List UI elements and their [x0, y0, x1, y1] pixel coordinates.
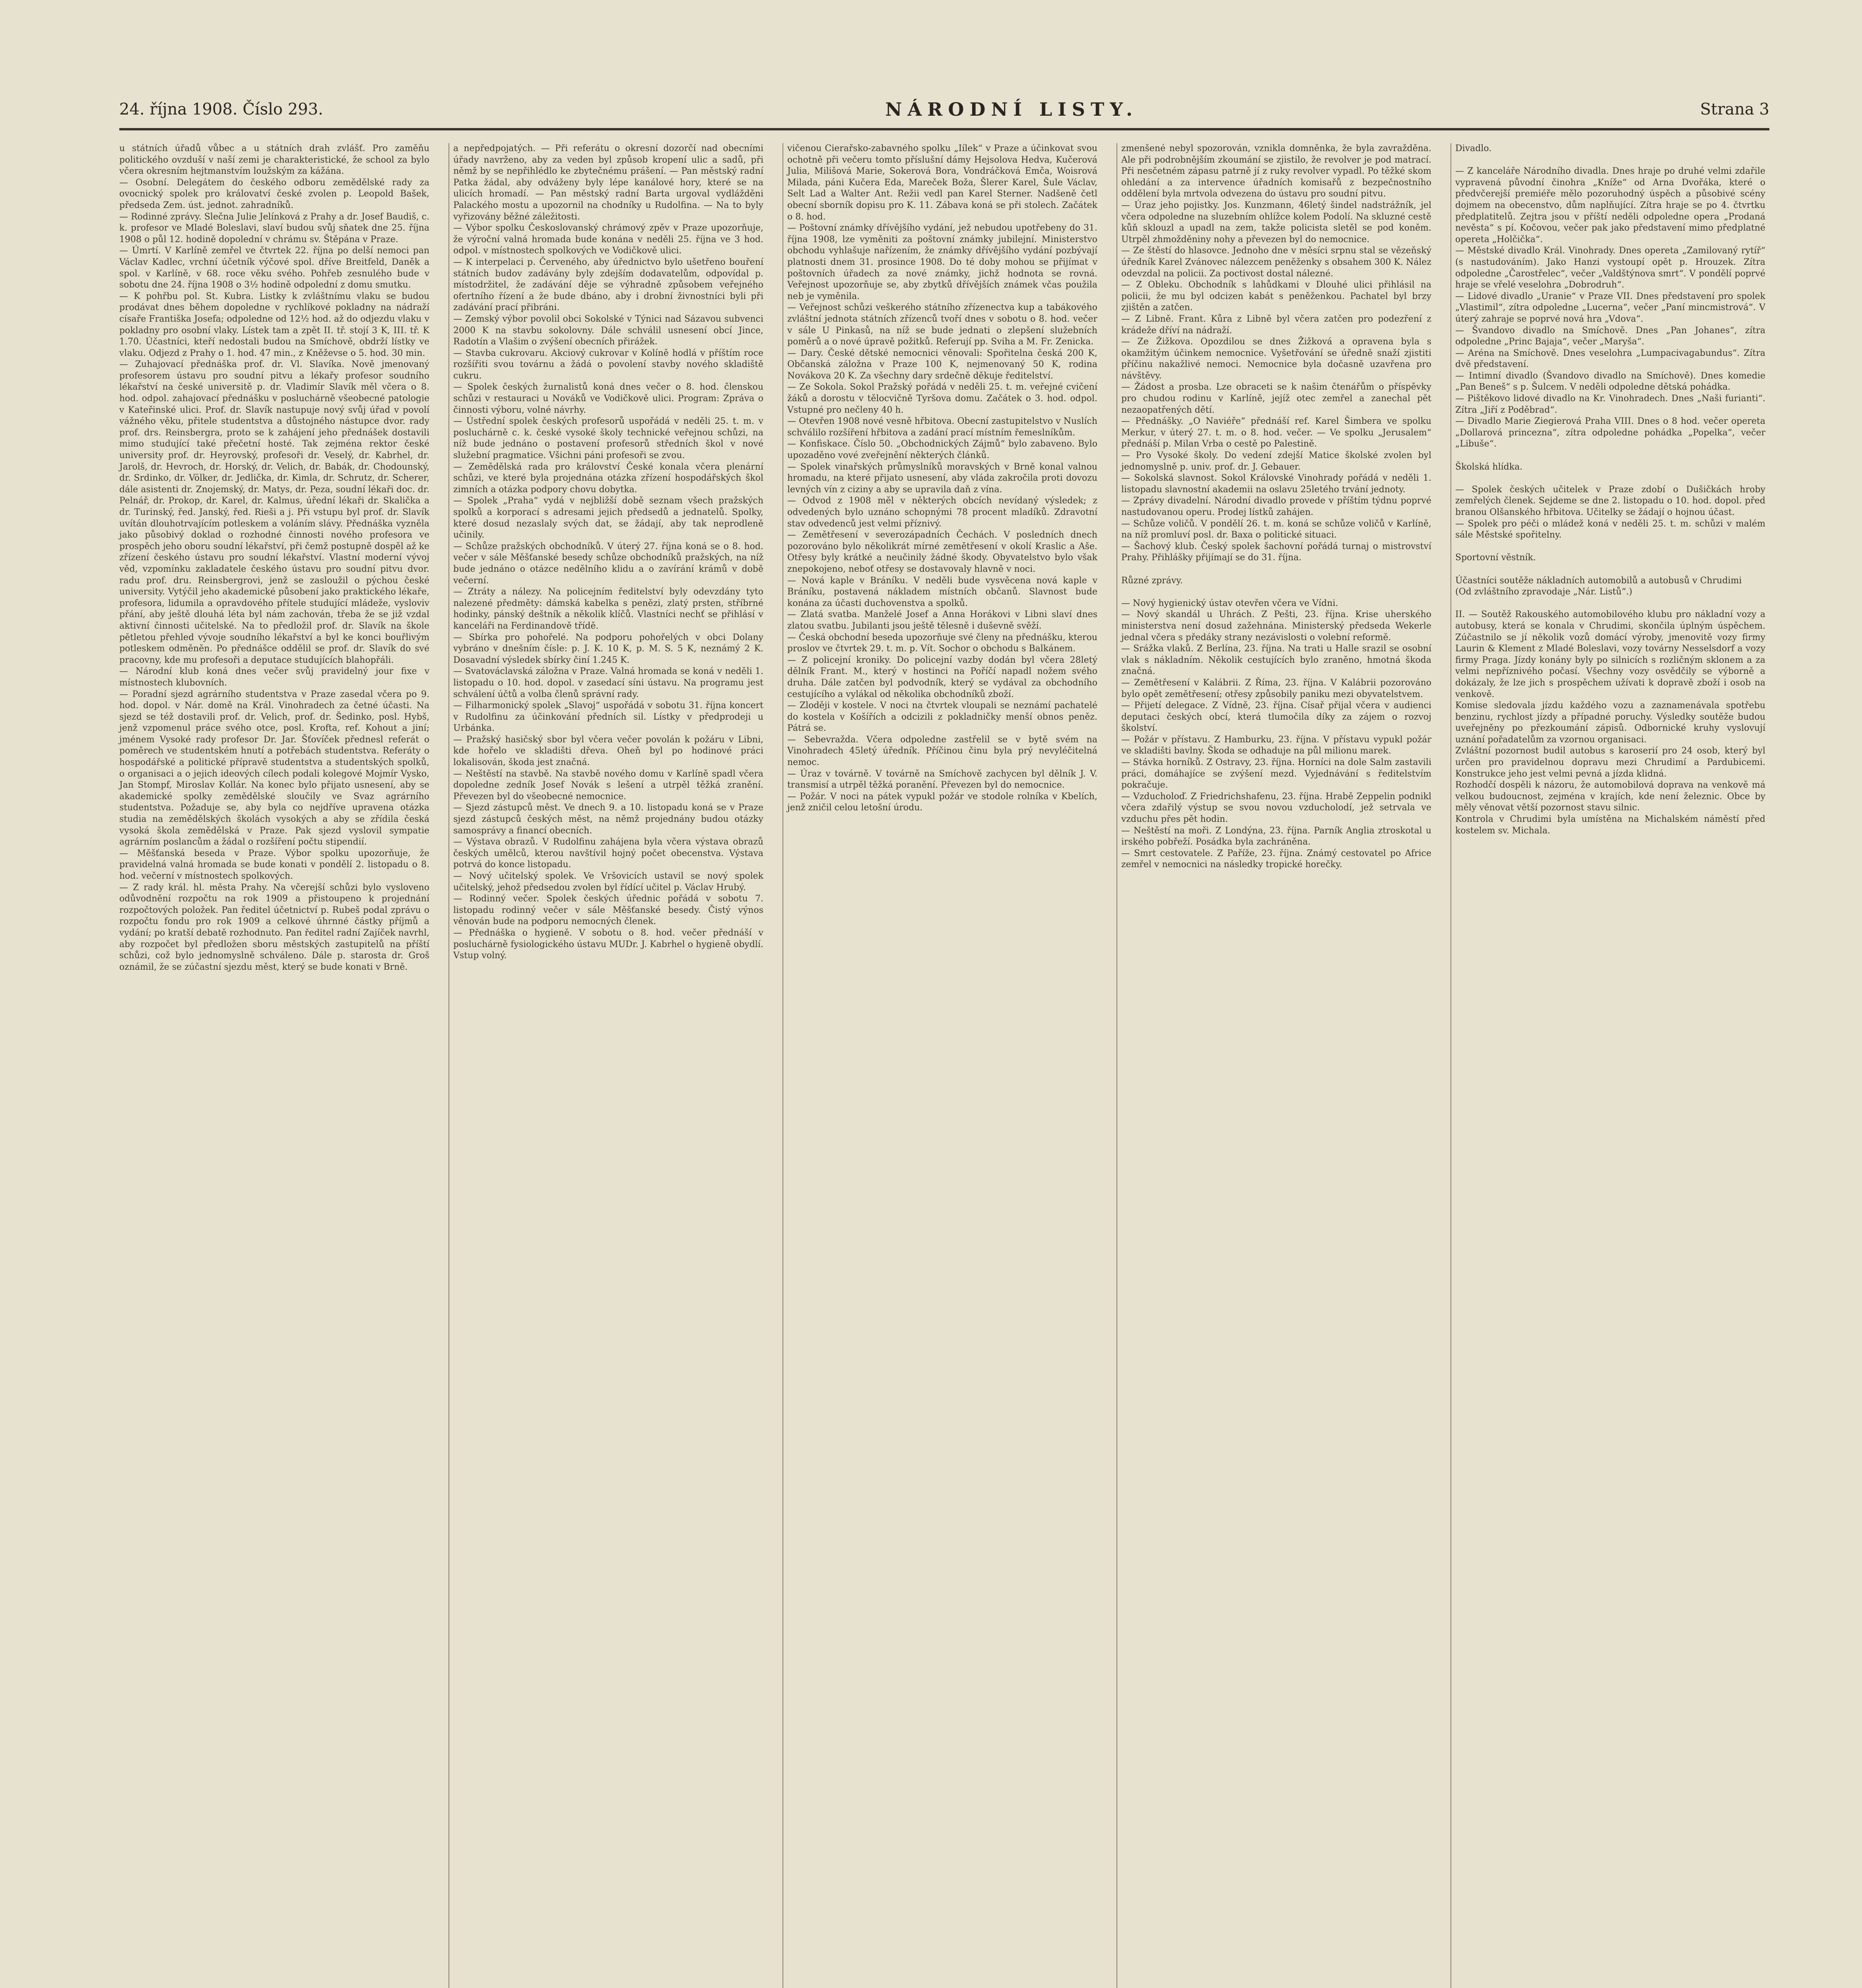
- column-5-text: Divadlo. — Z kanceláře Národního divadla. Dnes hraje po druhé velmi zdařile vypravená původní činohra „Kníže“ od Arna Dvořáka, které o předvčerejší premiéře mělo pozoruhodný úspěch a působivé scény dojmem na obecenstvo, dům naplňující. Zítra hraje se po 4. čtvrtku předplatitelů. Zejtra jsou v příští neděli odpoledne opera „Prodaná nevěsta“ s pí. Kočovou, večer pak jako představení mimo předplatné opereta „Holčička“. — Městské divadlo Král. Vinohrady. Dnes opereta „Zamilovaný rytíř“ (s nastudováním). Jako Hanzi vystoupí opět p. Hrouzek. Zítra odpoledne „Čarostřelec“, večer „Valdštýnova smrt“. V pondělí poprvé hraje se vřelé veselohra „Dobrodruh“. — Lidové divadlo „Uranie“ v Praze VII. Dnes představení pro spolek „Vlastimil“, zítra odpoledne „Lucerna“, večer „Paní mincmistrová“. V úterý zahraje se poprvé nová hra „Vdova“. — Švandovo divadlo na Smíchově. Dnes „Pan Johanes“, zítra odpoledne „Princ Bajaja“, večer „Maryša“. — Aréna na Smíchově. Dnes veselohra „Lumpacivagabundus“. Zítra dvě představení. — Intimní divadlo (Švandovo divadlo na Smíchově). Dnes komedie „Pan Beneš“ s p. Šulcem. V neděli odpoledne dětská pohádka. — Pištěkovo lidové divadlo na Kr. Vinohradech. Dnes „Naši furianti“. Zítra „Jiří z Poděbrad“. — Divadlo Marie Ziegierová Praha VIII. Dnes o 8 hod. večer opereta „Dollarová princezna“, zítra odpoledne pohádka „Popelka“, večer „Libuše“. Školská hlídka. — Spolek českých učitelek v Praze zdobí o Dušičkách hroby zemřelých členek. Sejdeme se dne 2. listopadu o 10. hod. dopol. před branou Olšanského hřbitova. Učitelky se žádají o hojnou účast. — Spolek pro péči o mládež koná v neděli 25. t. m. schůzi v malém sále Městské spořitelny. Sportovní věstník. Účastníci soutěže nákladních automobilů a autobusů v Chrudimi (Od zvláštního zpravodaje „Nár. Listů“.) II. — Soutěž Rakouského automobilového klubu pro nákladní vozy a autobusy, která se konala v Chrudimi, skončila úplným úspěchem. Zúčastnilo se jí několik vozů domácí výroby, jmenovitě vozy firmy Laurin & Klement z Mladé Boleslavi, vozy továrny Nesselsdorf a vozy firmy Praga. Jízdy konány byly po silnicích s rozličným sklonem a za velmi nepříznivého počasí. Všechny vozy osvědčily se výborně a dokázaly, že lze jich s prospěchem užívati k dopravě zboží i osob na venkově. Komise sledovala jízdu každého vozu a zaznamenávala spotřebu benzinu, rychlost jízdy a případné poruchy. Výsledky soutěže budou uveřejněny po přezkoumání zápisů. Odbornické kruhy vyslovují uznání pořadatelům za vzornou organisaci. Zvláštní pozornost budil autobus s karoserií pro 24 osob, který byl určen pro pravidelnou dopravu mezi Chrudimí a Pardubicemi. Konstrukce jeho jest velmi pevná a jízda klidná. Rozhodčí dospěli k názoru, že automobilová doprava na venkově má velkou budoucnost, zejména v krajích, kde není železnic. Obce by měly věnovat větší pozornost stavu silnic. Kontrola v Chrudimi byla umístěna na Michalském náměstí před kostelem sv. Michala.: [1455, 144, 1765, 836]
- column-1: [119, 143, 429, 1988]
- issue-date: 24. října 1908. Číslo 293.: [119, 100, 323, 118]
- column-3-text: vičenou Cierařsko-zabavného spolku „Iílek“ v Praze a účinkovat svou ochotně při večeru tomto příslušní dámy Hejsolova Hedva, Kučerová Julia, Milišová Marie, Sokerová Bora, Vondráčková Emča, Woisrová Milada, páni Kučera Eda, Mareček Boža, Šlerer Karel, Šule Václav, Selt Lad a Walter Ant. Režii vedl pan Karel Sterner. Nadšeně četl obecní sborník dopisu pro K. 11. Zábava koná se při stolech. Začátek o 8. hod. — Poštovní známky dřívějšího vydání, jež nebudou upotřebeny do 31. října 1908, lze vyměniti za poštovní známky jubilejní. Ministerstvo obchodu vyhlašuje nařízením, že známky dřívějšího vydání pozbývají platnosti dnem 31. prosince 1908. Do té doby mohou se přijímat v poštovních úřadech za nové známky, jichž hodnota se rovná. Veřejnost upozorňuje se, aby zbytků dřívějších známek včas použila neb je vyměnila. — Veřejnost schůzi veškerého státního zřízenectva kup a tabákového zvláštní jednota státních zřízenců tvoří dnes v sobotu o 8. hod. večer v sále U Pinkasů, na níž se bude jednati o zlepšení služebních poměrů a o nové úpravě požitků. Referují pp. Sviha a M. Fr. Zenicka. — Dary. České dětské nemocnici věnovali: Spořitelna česká 200 K, Občanská záložna v Praze 100 K, nejmenovaný 50 K, rodina Novákova 20 K. Za všechny dary srdečně děkuje ředitelství. — Ze Sokola. Sokol Pražský pořádá v neděli 25. t. m. veřejné cvičení žáků a dorostu v tělocvičně Tyršova domu. Začátek o 3. hod. odpol. Vstupné pro nečleny 40 h. — Otevřen 1908 nové vesně hřbitova. Obecní zastupitelstvo v Nuslích schválilo rozšíření hřbitova a zadání prací místním řemeslníkům. — Konfiskace. Číslo 50. „Obchodnických Zájmů“ bylo zabaveno. Bylo upozaděno vové zveřejnění některých článků. — Spolek vinařských průmyslníků moravských v Brně konal valnou hromadu, na které přijato usnesení, aby vláda zakročila proti dovozu levných vín z ciziny a aby se upravila daň z vína. — Odvod z 1908 měl v některých obcích nevídaný výsledek; z odvedených bylo uznáno schopnými 78 procent mladíků. Zdravotní stav odvedenců jest velmi příznivý. — Zemětřesení v severozápadních Čechách. V posledních dnech pozorováno bylo několikrát mírné zemětřesení v okolí Kraslic a Aše. Otřesy byly krátké a neučinily žádné škody. Obyvatelstvo bylo však znepokojeno, neboť otřesy se dostavovaly hlavně v noci. — Nová kaple v Bráníku. V neděli bude vysvěcena nová kaple v Bráníku, postavená nákladem místních občanů. Slavnost bude konána za účasti duchovenstva a spolků. — Zlatá svatba. Manželé Josef a Anna Horákovi v Libni slaví dnes zlatou svatbu. Jubilanti jsou ještě tělesně i duševně svěží. — Česká obchodní beseda upozorňuje své členy na přednášku, kterou proslov ve čtvrtek 29. t. m. p. Vít. Sochor o obchodu s Balkánem. — Z policejní kroniky. Do policejní vazby dodán byl včera 28letý dělník Frant. M., který v hostinci na Poříčí napadl nožem svého druha. Dále zatčen byl podvodník, který se vydával za obchodního cestujícího a vylákal od několika obchodníků zboží. — Zloději v kostele. V noci na čtvrtek vloupali se neznámí pachatelé do kostela v Košířích a odcizili z pokladničky menší obnos peněz. Pátrá se. — Sebevražda. Včera odpoledne zastřelil se v bytě svém na Vinohradech 45letý úředník. Příčinou činu byla prý nevyléčitelná nemoc. — Úraz v továrně. V továrně na Smíchově zachycen byl dělník J. V. transmisí a utrpěl těžká poranění. Převezen byl do nemocnice. — Požár. V noci na pátek vypukl požár ve stodole rolníka v Kbelích, jenž zničil celou letošní úrodu.: [787, 144, 1097, 813]
- column-2: [453, 143, 763, 1988]
- column-4-text: zmenšené nebyl spozorován, vznikla domněnka, že byla zavražděna. Ale při podrobnějším zkoumání se zjistilo, že revolver je pod matrací. Při nesčetném zápasu patrně jí z ruky revolver vypadl. Po těžké skom ohledání a za intervence úřadních komisařů z bezpečnostního oddělení byla mrtvola odvezena do ústavu pro soudní pitvu. — Úraz jeho pojistky. Jos. Kunzmann, 46letý šindel nadstrážník, jel včera odpoledne na sluzebním ohlížce kolem Podolí. Na skluzné cestě kůň sklouzl a upadl na zem, takže policista sletěl se pod koněm. Utrpěl zhmožděniny nohy a převezen byl do nemocnice. — Ze štěstí do hlasovce. Jednoho dne v měsíci srpnu stal se vězeňský úředník Karel Zvánovec nálezcem peněženky s obsahem 300 K. Nález odevzdal na policii. Za poctivost dostal nálezné. — Z Obleku. Obchodník s lahůdkami v Dlouhé ulici přihlásil na policii, že mu byl odcizen kabát s peněženkou. Pachatel byl brzy zjištěn a zatčen. — Z Libně. Frant. Kůra z Libně byl včera zatčen pro podezření z krádeže dříví na nádraží. — Ze Žižkova. Opozdilou se dnes Žižková a opravena byla s okamžitým účinkem nemocnice. Vyšetřování se úředně snaží zjistiti příčinu nakažlivé nemoci. Nemocnice byla dočasně uzavřena pro návštěvy. — Žádost a prosba. Lze obraceti se k našim čtenářům o příspěvky pro chudou rodinu v Karlíně, jejíž otec zemřel a zanechal pět nezaopatřených dětí. — Přednášky. „O Naviéře“ přednáší ref. Karel Šimbera ve spolku Merkur, v úterý 27. t. m. o 8. hod. večer. — Ve spolku „Jerusalem“ přednáší p. Milan Vrba o cestě po Palestině. — Pro Vysoké školy. Do vedení zdejší Matice školské zvolen byl jednomyslně p. univ. prof. dr. J. Gebauer. — Sokolská slavnost. Sokol Královské Vinohrady pořádá v neděli 1. listopadu slavnostní akademii na oslavu 25letého trvání jednoty. — Zprávy divadelní. Národní divadlo provede v příštím týdnu poprvé nastudovanou operu. Prodej lístků zahájen. — Schůze voličů. V pondělí 26. t. m. koná se schůze voličů v Karlíně, na níž promluví posl. dr. Baxa o politické situaci. — Šachový klub. Český spolek šachovní pořádá turnaj o mistrovství Prahy. Přihlášky přijímají se do 31. října. Různé zprávy. — Nový hygienický ústav otevřen včera ve Vídni. — Nový skandál u Uhrách. Z Pešti, 23. října. Krise uherského ministerstva není dosud zažehnána. Ministerský předseda Wekerle jednal včera s předáky strany nezávislosti o volební reformě. — Srážka vlaků. Z Berlína, 23. října. Na trati u Halle srazil se osobní vlak s nákladním. Několik cestujících bylo zraněno, hmotná škoda značná. — Zemětřesení v Kalábrii. Z Říma, 23. října. V Kalábrii pozorováno bylo opět zemětřesení; otřesy způsobily paniku mezi obyvatelstvem. — Přijetí delegace. Z Vídně, 23. října. Císař přijal včera v audienci deputaci českých obcí, která tlumočila díky za zájem o rozvoj školství. — Požár v přístavu. Z Hamburku, 23. října. V přístavu vypukl požár ve skladišti bavlny. Škoda se odhaduje na půl milionu marek. — Stávka horníků. Z Ostravy, 23. října. Horníci na dole Salm zastavili práci, domáhajíce se zvýšení mezd. Vyjednávání s ředitelstvím pokračuje. — Vzducholoď. Z Friedrichshafenu, 23. října. Hrabě Zeppelin podnikl včera zdařilý výstup se svou novou vzducholodí, jež setrvala ve vzduchu přes pět hodin. — Neštěstí na moři. Z Londýna, 23. října. Parník Anglia ztroskotal u irského pobřeží. Posádka byla zachráněna. — Smrt cestovatele. Z Paříže, 23. října. Známý cestovatel po Africe zemřel v nemocnici na následky tropické horečky.: [1121, 144, 1431, 870]
- column-1-text: u státních úřadů vůbec a u státních drah zvlášť. Pro zaměňu politického ovzduší v naší zemi je charakteristické, že school za bylo včera okresním hejtmanstvím loužským za kážána. — Osobní. Delegátem do českého odboru zemědělské rady za ovocnický spolek pro královatví české zvolen p. Leopold Bašek, předseda Zem. úst. jednot. zahradníků. — Rodinné zprávy. Slečna Julie Jelínková z Prahy a dr. Josef Baudiš, c. k. profesor ve Mladé Boleslavi, slaví budou svůj sňatek dne 25. října 1908 o půl 12. hodině dopolední v chrámu sv. Štěpána v Praze. — Úmrtí. V Karlíně zemřel ve čtvrtek 22. října po delší nemoci pan Václav Kadlec, vrchní účetník výčové spol. dříve Breitfeld, Daněk a spol. v Karlíně, v 68. roce věku svého. Pohřeb zesnulého bude v sobotu dne 24. října 1908 o 3½ hodině odpolední z domu smutku. — K pohřbu pol. St. Kubra. Listky k zvláštnímu vlaku se budou prodávat dnes během dopoledne v rychlíkové pokladny na nádraží císaře Františka Josefa; odpoledne od 12½ hod. až do odjezdu vlaku v pokladny pro osobní vlaky. Lístek tam a zpět II. tř. stojí 3 K, III. tř. K 1.70. Účastníci, kteří nedostali budou na Smíchově, obdrží lístky ve vlaku. Odjezd z Prahy o 1. hod. 47 min., z Kněževse o 5. hod. 30 min. — Zuhajovací přednáška prof. dr. Vl. Slavíka. Nově jmenovaný profesorem ústavu pro soudní pitvu a lékařy profesor soudního lékařství na české universitě p. dr. Vladimír Slavík měl včera o 8. hod. odpol. zahajovací přednášku v posluchárně všeobecné patologie v Kateřinské ulici. Prof. dr. Slavík nastupuje nový svůj úřad v povolí vážného věku, přitele studentstva a důstojného nástupce dvor. rady prof. drs. Reinsbergra, proto se k zahájení jeho přednášek dostavili mimo studující také přečetní hosté. Tak zejména rektor české university prof. dr. Heyrovský, profesoři dr. Veselý, dr. Kabrhel, dr. Jarolš, dr. Hevroch, dr. Horský, dr. Velich, dr. Babák, dr. Chodounský, dr. Srdinko, dr. Völker, dr. Jedlička, dr. Kimla, dr. Schrutz, dr. Scherer, dále asistenti dr. Znojemský, dr. Matys, dr. Peza, soudní lékaři doc. dr. Pelnář, dr. Prokop, dr. Karel, dr. Kalmus, úřední lékaři dr. Skalička a dr. Turinský, řed. Janský, řed. Rieši a j. Při vstupu byl prof. dr. Slavík uvítán dlouhotrvajícím potleskem a voláním slávy. Přednáška vyzněla jako působivý doklad o rozhodné činnosti nového profesora ve prospěch jeho oboru soudní lékařství, při čemž postupně dospěl až ke zřízení českého ústavu pro soudní lékařství. Vlastní moderní vývoj věd, vzpomínku zakladatele českého ústavu pro soudní pitvu dvor. radu prof. dru. Reinsbergrovi, jenž se zasloužil o pýchou české university. Vytýčil jeho akademické působení jako praktického lékaře, profesora, lidumila a opravdového přítele studující mládeže, vysloviv přání, aby ještě dlouhá léta byl nám zachován, třeba že se již vzdal aktivní činnosti učitelské. Na to předložil prof. dr. Slavík na škole pětletou přehled vývoje soudního lékařství a byl ke konci bouřlivým potleskem odměněn. Po přednášce oddělil se prof. dr. Slavík do své pracovny, kde mu profesoři a deputace studujících blahopřáli. — Národní klub koná dnes večer svůj pravidelný jour fixe v místnostech klubovních. — Poradní sjezd agrárního studentstva v Praze zasedal včera po 9. hod. dopol. v Nár. domě na Král. Vinohradech za četné účasti. Na sjezd se též dostavili prof. dr. Velich, prof. dr. Šedinko, posl. Hybš, jenž vzpomenul práce svého otce, posl. Krofta, ref. Kohout a jiní; jménem Vysoké rady profesor Dr. Jar. Šťovíček přednesl referát o poměrech ve studentském hnutí a potřebách studentstva. Referáty o hospodářské a politické přípravě studentstva a studentských spolků, o organisaci a o jejich ideových cílech podali kolegové Mojmír Vysko, Jan Stompf, Miroslav Kollár. Na konec bylo přijato usnesení, aby se akademické spolky zemědělské sloučily ve Svaz agrárního studentstva. Požaduje se, aby byla co nejdříve upravena otázka studia na zemědělských školách vysokých a aby se zřídila česká vysoká škola zemědělská v Praze. Pak sjezd vyslovil sympatie agrárním poslancům a žádal o rozšíření počtu stipendií. — Měšťanská beseda v Praze. Výbor spolku upozorňuje, že pravidelná valná hromada se bude konati v pondělí 2. listopadu o 8. hod. večerní v místnostech spolkových. — Z rady král. hl. města Prahy. Na včerejší schůzi bylo vysloveno odůvodnění rozpočtu na rok 1909 a přistoupeno k projednání rozpočtových položek. Pan ředitel účetnictví p. Rubeš podal zprávu o rozpočtu fondu pro rok 1909 a celkové úhrnné částky příjmů a vydání; po kratší debatě rozhodnuto. Pan ředitel radní Zajíček navrhl, aby rozpočet byl předložen sboru městských zastupitelů na příští schůzi, což bylo jednomyslně schváleno. Dále p. starosta dr. Groš oznámil, že se zúčastní sjezdu měst, který se bude konati v Brně.: [119, 144, 429, 972]
- column-3: [787, 143, 1097, 1988]
- header-rule: [119, 128, 1769, 130]
- column-5: [1455, 143, 1765, 1988]
- column-divider: [1450, 143, 1451, 1988]
- column-divider: [1116, 143, 1117, 1988]
- masthead: NÁRODNÍ LISTY.: [885, 99, 1138, 120]
- column-4: [1121, 143, 1431, 1988]
- column-2-text: a nepředpojatých. — Při referátu o okresní dozorčí nad obecními úřady navrženo, aby za veden byl způsob kropení ulic a sadů, při němž by se nepřihlédlo ke zbytečnému prášení. — Pan městský radní Patka žádal, aby odváženy byly lépe kanálové hory, které se na ulicích hromadí. — Pan městský radní Barta urgoval vydlážděni Palackého mostu a upozornil na chodníky u Rudolfina. — Na to byly vyřizovány běžné záležitosti. — Výbor spolku Českoslovanský chrámový zpěv v Praze upozorňuje, že výroční valná hromada bude konána v neděli 25. října ve 3 hod. odpol. v místnostech spolkových ve Vodičkově ulici. — K interpelaci p. Červeného, aby úřednictvo bylo ušetřeno bouření státních budov zadávány byly zdejším dodavatelům, odpovídal p. místodržitel, že zadávání děje se výhradně způsobem veřejného ofertního řízení a že bude dbáno, aby i drobní živnostníci byli při zadávání prací přibráni. — Zemský výbor povolil obci Sokolské v Týnici nad Sázavou subvenci 2000 K na stavbu sokolovny. Dále schválil usnesení obcí Jince, Radotín a Vlašim o zvýšení obecních přirážek. — Stavba cukrovaru. Akciový cukrovar v Kolíně hodlá v příštím roce rozšířiti svou továrnu a žádá o povolení stavby nového skladiště cukru. — Spolek českých žurnalistů koná dnes večer o 8. hod. členskou schůzi v restauraci u Nováků ve Vodičkově ulici. Program: Zpráva o činnosti výboru, volné návrhy. — Ústřední spolek českých profesorů uspořádá v neděli 25. t. m. v posluchárně c. k. české vysoké školy technické veřejnou schůzi, na níž bude jednáno o postavení profesorů středních škol v nové služební pragmatice. Všichni páni profesoři se zvou. — Zemědělská rada pro království České konala včera plenární schůzi, ve které byla projednána otázka zřízení hospodářských škol zimních a otázka podpory chovu dobytka. — Spolek „Praha“ vydá v nejbližší době seznam všech pražských spolků a korporací s adresami jejich předsedů a jednatelů. Spolky, které dosud nezaslaly svých dat, se žádají, aby tak neprodleně učinily. — Schůze pražských obchodníků. V úterý 27. října koná se o 8. hod. večer v sále Měšťanské besedy schůze obchodníků pražských, na níž bude jednáno o otázce nedělního klidu a o zavírání krámů v době večerní. — Ztráty a nálezy. Na policejním ředitelství byly odevzdány tyto nalezené předměty: dámská kabelka s penězi, zlatý prsten, stříbrné hodinky, pánský deštník a několik klíčů. Vlastníci nechť se přihlásí v kanceláři na Ferdinandově třídě. — Sbírka pro pohořelé. Na podporu pohořelých v obci Dolany vybráno v dnešním čísle: p. J. K. 10 K, p. M. S. 5 K, neznámý 2 K. Dosavadní výsledek sbírky činí 1.245 K. — Svatováclavská záložna v Praze. Valná hromada se koná v neděli 1. listopadu o 10. hod. dopol. v zasedací síni ústavu. Na programu jest schválení účtů a volba členů správní rady. — Filharmonický spolek „Slavoj“ uspořádá v sobotu 31. října koncert v Rudolfinu za účinkování předních sil. Lístky v předprodeji u Urbánka. — Pražský hasičský sbor byl včera večer povolán k požáru v Libni, kde hořelo ve skladišti dřeva. Oheň byl po hodinové práci lokalisován, škoda jest značná. — Neštěstí na stavbě. Na stavbě nového domu v Karlíně spadl včera dopoledne zedník Josef Novák s lešení a utrpěl těžká zranění. Převezen byl do všeobecné nemocnice. — Sjezd zástupců měst. Ve dnech 9. a 10. listopadu koná se v Praze sjezd zástupců českých měst, na němž projednány budou otázky samosprávy a financí obecních. — Výstava obrazů. V Rudolfinu zahájena byla včera výstava obrazů českých umělců, kterou navštívil hojný počet obecenstva. Výstava potrvá do konce listopadu. — Nový učitelský spolek. Ve Vršovicích ustavil se nový spolek učitelský, jehož předsedou zvolen byl řídící učitel p. Václav Hrubý. — Rodinný večer. Spolek českých úřednic pořádá v sobotu 7. listopadu rodinný večer v sále Měšťanské besedy. Čistý výnos věnován bude na podporu nemocných členek. — Přednáška o hygieně. V sobotu o 8. hod. večer přednáší v posluchárně fysiologického ústavu MUDr. J. Kabrhel o hygieně obydlí. Vstup volný.: [453, 144, 763, 961]
- column-divider: [782, 143, 783, 1988]
- page-number: Strana 3: [1700, 100, 1769, 118]
- page-header: [119, 91, 1769, 127]
